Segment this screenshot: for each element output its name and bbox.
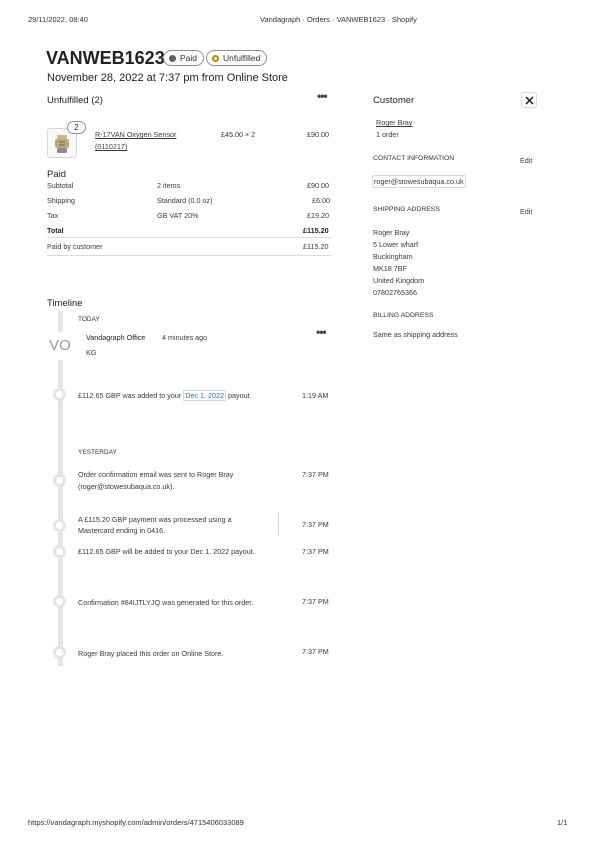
close-icon [525, 96, 534, 105]
comment-time-ago: 4 minutes ago [162, 333, 208, 342]
timeline-dot [53, 646, 66, 659]
subtotal-amount: £90.00 [307, 181, 329, 190]
timeline-event-time: 7:37 PM [302, 597, 329, 606]
product-line-total: £90.00 [307, 130, 329, 139]
status-badge-paid-label: Paid [180, 53, 198, 63]
shipping-address-title: SHIPPING ADDRESS [373, 206, 440, 213]
order-number: VANWEB1623 [46, 48, 165, 68]
ellipsis-icon: ••• [317, 89, 327, 103]
timeline-event-time: 7:37 PM [302, 647, 329, 656]
timeline-rail [58, 311, 63, 666]
order-subtitle: November 28, 2022 at 7:37 pm from Online Store [47, 72, 288, 84]
customer-orders-count: 1 order [376, 130, 399, 139]
timeline-dot [53, 388, 66, 401]
timeline-dot [53, 595, 66, 608]
comment-body: KG [86, 348, 97, 357]
total-amount: £115.20 [303, 226, 329, 235]
billing-address-title: BILLING ADDRESS [373, 312, 434, 319]
avatar: VO [45, 332, 75, 360]
customer-email[interactable]: roger@stowesubaqua.co.uk [374, 177, 464, 186]
tax-amount: £19.20 [307, 211, 329, 220]
payout-date-link[interactable]: Dec 1, 2022 [185, 391, 224, 400]
shipping-label: Shipping [47, 196, 75, 205]
tax-label: Tax [47, 211, 59, 220]
timeline-event-text: £112.65 GBP will be added to your Dec 1, 2022 payout. [78, 547, 255, 556]
contact-info-title: CONTACT INFORMATION [373, 155, 455, 162]
total-label: Total [47, 226, 64, 235]
timeline-event-time: 7:37 PM [302, 470, 329, 479]
paid-dot-icon [169, 55, 176, 62]
timeline-yesterday-label: YESTERDAY [78, 449, 117, 456]
product-price-qty: £45.00 × 2 [221, 130, 256, 139]
shipping-detail: Standard (0.0 oz) [157, 196, 213, 205]
paid-by-customer-amount: £115.20 [303, 242, 329, 251]
timeline-title: Timeline [47, 298, 83, 309]
paid-title: Paid [47, 169, 67, 180]
print-page-title: Vandagraph · Orders · VANWEB1623 · Shopify [260, 15, 417, 24]
payout-event-text [78, 391, 252, 400]
product-sku[interactable]: (0110217) [95, 142, 128, 151]
shipping-edit-button[interactable]: Edit [520, 207, 533, 216]
status-badge-unfulfilled-label: Unfulfilled [223, 53, 261, 63]
status-badge-unfulfilled [206, 50, 267, 66]
print-url: https://vandagraph.myshopify.com/admin/orders/4715406033089 [28, 818, 244, 827]
print-datetime: 29/11/2022, 08:40 [28, 15, 88, 24]
timeline-event-time: 7:37 PM [302, 547, 329, 556]
comment-more-button[interactable] [314, 327, 334, 343]
subtotal-label: Subtotal [47, 181, 74, 190]
timeline-event-time: 7:37 PM [302, 520, 329, 529]
shipping-amount: £6.00 [312, 196, 330, 205]
comment-author: Vandagraph Office [86, 333, 146, 342]
shipping-line: MK18 7BF [373, 264, 407, 273]
close-customer-button[interactable] [521, 92, 537, 108]
contact-edit-button[interactable]: Edit [520, 156, 533, 165]
print-page-count: 1/1 [557, 818, 568, 827]
status-badge-paid [163, 50, 204, 66]
shipping-line: Roger Bray [373, 228, 410, 237]
paid-by-customer-label: Paid by customer [47, 242, 103, 251]
timeline-event-text: Confirmation #84IJTLYJQ was generated for this order. [78, 598, 254, 607]
payout-time: 1:19 AM [302, 391, 329, 400]
shipping-line: United Kingdom [373, 276, 425, 285]
timeline-event-text: A £115.20 GBP payment was processed using a [78, 515, 232, 524]
customer-title: Customer [373, 95, 415, 106]
shipping-line: 5 Lower wharf [373, 240, 419, 249]
timeline-dot [53, 474, 66, 487]
unfulfilled-title: Unfulfilled (2) [47, 95, 103, 106]
paid-divider [47, 237, 332, 238]
unfulfilled-dot-icon [212, 55, 219, 62]
shipping-phone: 07802765366 [373, 288, 417, 297]
unfulfilled-more-button[interactable] [315, 89, 337, 108]
timeline-dot [53, 545, 66, 558]
timeline-event-text: Order confirmation email was sent to Roger Bray [78, 470, 234, 479]
shipping-line: Buckingham [373, 252, 413, 261]
paid-bottom-divider [47, 255, 332, 256]
ellipsis-icon: ••• [316, 325, 326, 339]
timeline-event-text: Roger Bray placed this order on Online Store. [78, 649, 224, 658]
timeline-event-text: (roger@stowesubaqua.co.uk). [78, 482, 175, 491]
subtotal-detail: 2 items [157, 181, 181, 190]
timeline-dot [53, 519, 66, 532]
payout-text-after: payout. [226, 391, 252, 400]
tax-detail: GB VAT 20% [157, 211, 199, 220]
product-name-link[interactable]: R-17VAN Oxygen Sensor [95, 130, 177, 139]
timeline-event-text: Mastercard ending in 0416. [78, 526, 166, 535]
payout-text-before: £112.65 GBP was added to your [78, 391, 184, 400]
timeline-today-label: TODAY [78, 316, 100, 323]
customer-name-link[interactable]: Roger Bray [376, 118, 413, 127]
quantity-badge: 2 [67, 121, 86, 134]
billing-address-value: Same as shipping address [373, 330, 458, 339]
